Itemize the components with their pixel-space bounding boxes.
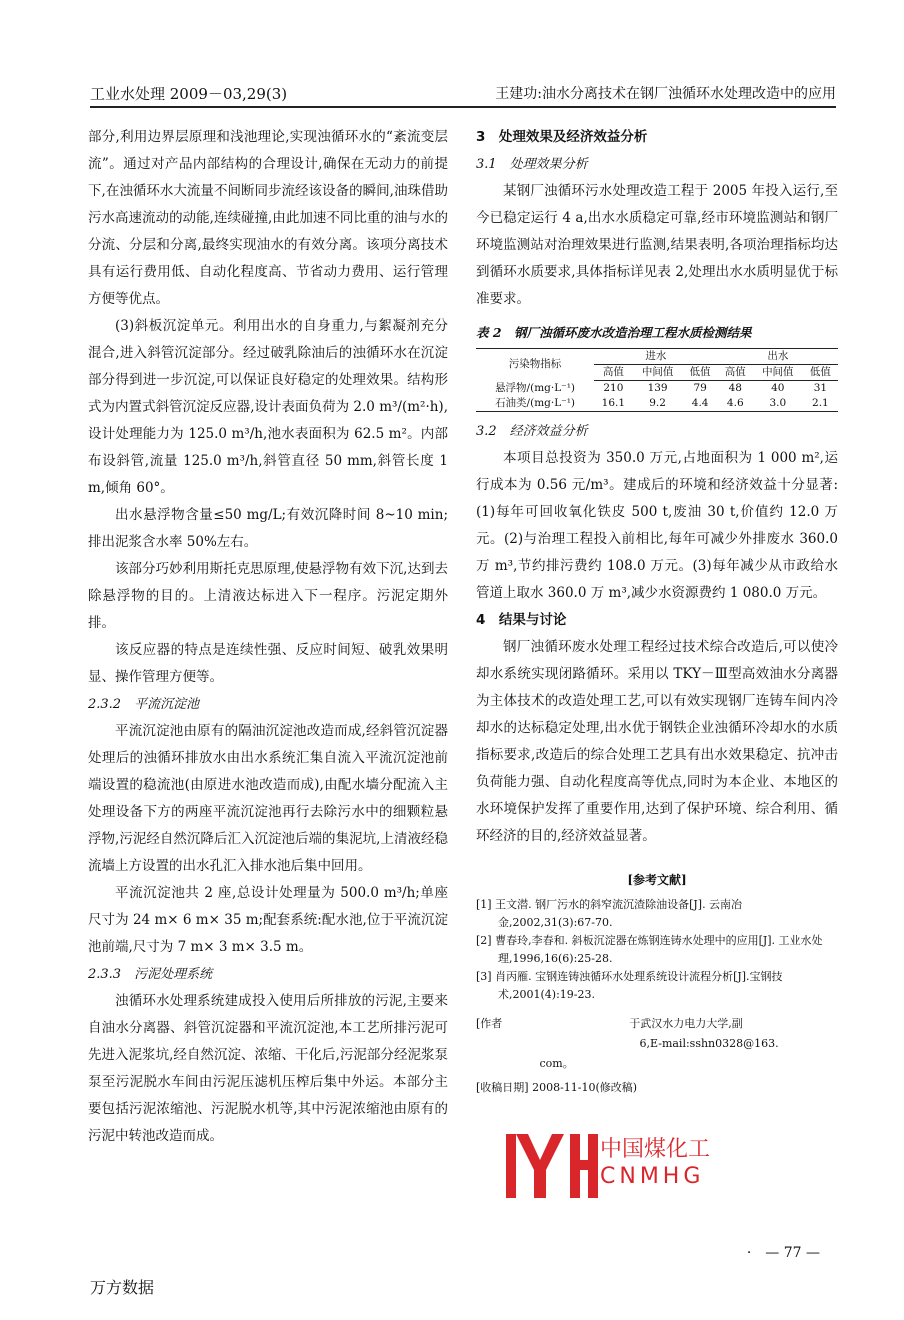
table-cell: 2.1 — [803, 396, 838, 412]
paragraph: 平流沉淀池共 2 座,总设计处理量为 500.0 m³/h;单座尺寸为 24 m× 6 m× 35 m;配套系统:配水池,位于平流沉淀池前端,尺寸为 7 m× 3 m× 3.5 m。 — [88, 885, 448, 955]
author-note-text: 于武汉水力电力大学,副 — [629, 1017, 743, 1030]
logo-english-text: CNMHG — [600, 1164, 705, 1189]
table-cell: 31 — [813, 382, 828, 394]
paragraph: 钢厂浊循环废水处理工程经过技术综合改造后,可以使冷却水系统实现闭路循环。采用以 TKY－Ⅲ型高效油水分离器为主体技术的改造处理工艺,可以有效实现钢厂连铸车间内冷却水的达标稳定处理,出水优于钢铁企业浊循环冷却水的水质指标要求,改造后的综合处理工艺具有出水效果稳定、抗冲击负荷能力强、自动化程度高等优点,同时为本企业、本地区的水环境保护发挥了重要作用,达到了保护环境、综合利用、循环经济的目的,经济效益显著。 — [476, 639, 838, 844]
author-note-text: com。 — [539, 1057, 574, 1070]
page-number: · — 77 — — [746, 1245, 820, 1261]
watermark-logo — [502, 1132, 742, 1198]
table-cell: 16.1 — [594, 396, 633, 412]
table-cell: 4.4 — [683, 396, 718, 412]
section-heading-3-2: 3.2 经济效益分析 — [476, 424, 588, 439]
running-header — [90, 82, 836, 108]
left-column — [88, 124, 448, 1150]
reference-item: [1] 王文潜. 钢厂污水的斜窄流沉渣除油设备[J]. 云南冶金,2002,31(3):67-70. — [476, 898, 743, 929]
table-cell: 石油类/(mg·L⁻¹) — [476, 396, 594, 412]
footer-source: 万方数据 — [90, 1278, 155, 1297]
table-cell: 9.2 — [633, 396, 683, 412]
reference-item: [2] 曹春玲,李春和. 斜板沉淀器在炼钢连铸水处理中的应用[J]. 工业水处理,1996,16(6):25-28. — [476, 934, 823, 965]
author-note-text: 6,E-mail:sshn0328@163. — [639, 1037, 779, 1050]
table-header-mid: 中间值 — [633, 365, 683, 381]
paragraph: 该部分巧妙利用斯托克思原理,使悬浮物有效下沉,达到去除悬浮物的目的。上清液达标进入下一程序。污泥定期外排。 — [88, 561, 448, 631]
paragraph: 本项目总投资为 350.0 万元,占地面积为 1 000 m²,运行成本为 0.56 元/m³。建成后的环境和经济效益十分显著:(1)每年可回收氧化铁皮 500 t,废油 30 t,价值约 12.0 万元。(2)与治理工程投入前相比,每年可减少外排废水 360.0 万 m³,节约排污费约 108.0 万元。(3)每年减少从市政给水管道上取水 360.0 万 m³,减少水资源费约 1 080.0 万元。 — [476, 450, 838, 601]
table-cell: 139 — [647, 382, 668, 394]
section-heading-2-3-2: 2.3.2 平流沉淀池 — [88, 697, 200, 712]
section-heading-4: 4 结果与讨论 — [476, 612, 567, 628]
table-cell: 210 — [603, 382, 624, 394]
water-quality-table — [476, 348, 838, 412]
table-header-high: 高值 — [718, 365, 753, 381]
table-cell: 40 — [771, 382, 785, 394]
table-cell: 79 — [693, 382, 707, 394]
table-header-low: 低值 — [803, 365, 838, 381]
table-row — [476, 381, 838, 397]
paragraph: (3)斜板沉淀单元。利用出水的自身重力,与絮凝剂充分混合,进入斜管沉淀部分。经过破乳除油后的浊循环水在沉淀部分得到进一步沉淀,可以保证良好稳定的处理效果。结构形式为内置式斜管沉淀反应器,设计表面负荷为 2.0 m³/(m²·h),设计处理能力为 125.0 m³/h,池水表面积为 62.5 m²。内部布设斜管,流量 125.0 m³/h,斜管直径 50 mm,斜管长度 1 m,倾角 60°。 — [88, 318, 448, 496]
paragraph: 某钢厂浊循环污水处理改造工程于 2005 年投入运行,至今已稳定运行 4 a,出水水质稳定可靠,经市环境监测站和钢厂环境监测站对治理效果进行监测,结果表明,各项治理指标均达到循环水质要求,具体指标详见表 2,处理出水水质明显优于标准要求。 — [476, 183, 838, 307]
references-title: [参考文献] — [627, 873, 687, 887]
right-column — [476, 124, 838, 1098]
reference-item: [3] 肖丙雁. 宝钢连铸浊循环水处理系统设计流程分析[J].宝钢技术,2001(4):19-23. — [476, 970, 783, 1001]
table-header-inflow: 进水 — [594, 349, 718, 365]
article-running-title: 王建功:油水分离技术在钢厂浊循环水处理改造中的应用 — [495, 86, 836, 102]
table-header-mid: 中间值 — [753, 365, 803, 381]
section-heading-3-1: 3.1 处理效果分析 — [476, 157, 588, 172]
table-row — [476, 396, 838, 412]
table-cell: 悬浮物/(mg·L⁻¹) — [495, 381, 576, 394]
paragraph: 浊循环水处理系统建成投入使用后所排放的污泥,主要来自油水分离器、斜管沉淀器和平流沉淀池,本工艺所排污泥可先进入泥浆坑,经自然沉淀、浓缩、干化后,污泥部分经泥浆泵泵至污泥脱水车间由污泥压滤机压榨后集中外运。本部分主要包括污泥浓缩池、污泥脱水机等,其中污泥浓缩池由原有的污泥中转池改造而成。 — [88, 993, 448, 1144]
table-cell: 4.6 — [718, 396, 753, 412]
paragraph: 部分,利用边界层原理和浅池理论,实现浊循环水的“紊流变层流”。通过对产品内部结构的合理设计,确保在无动力的前提下,在浊循环水大流量不间断同步流经该设备的瞬间,油珠借助污水高速流动的动能,连续碰撞,由此加速不同比重的油与水的分流、分层和分离,最终实现油水的有效分离。该项分离技术具有运行费用低、自动化程度高、节省动力费用、运行管理方便等优点。 — [88, 129, 448, 307]
table-cell: 48 — [728, 382, 742, 394]
table-header-low: 低值 — [683, 365, 718, 381]
table-cell: 3.0 — [753, 396, 803, 412]
logo-chinese-text: 中国煤化工 — [600, 1137, 711, 1162]
paragraph: 出水悬浮物含量≤50 mg/L;有效沉降时间 8~10 min;排出泥浆含水率 50%左右。 — [88, 507, 448, 550]
journal-citation: 工业水处理 2009－03,29(3) — [90, 85, 288, 103]
table-caption: 表 2 钢厂浊循环废水改造治理工程水质检测结果 — [476, 325, 752, 340]
author-note-label: [作者 — [476, 1017, 503, 1030]
author-note — [476, 1014, 838, 1074]
cnmhg-logo-icon — [502, 1132, 598, 1198]
table-header-high: 高值 — [594, 365, 633, 381]
paragraph: 该反应器的特点是连续性强、反应时间短、破乳效果明显、操作管理方便等。 — [88, 642, 448, 685]
table-header-outflow: 出水 — [718, 349, 838, 365]
section-heading-3: 3 处理效果及经济效益分析 — [476, 129, 648, 145]
paragraph: 平流沉淀池由原有的隔油沉淀池改造而成,经斜管沉淀器处理后的浊循环排放水由出水系统汇集自流入平流沉淀池前端设置的稳流池(由原进水池改造而成),由配水墙分配流入主处理设备下方的两座平流沉淀池再行去除污水中的细颗粒悬浮物,污泥经自然沉降后汇入沉淀池后端的集泥坑,上清液经稳流墙上方设置的出水孔汇入排水池后集中回用。 — [88, 723, 448, 874]
section-heading-2-3-3: 2.3.3 污泥处理系统 — [88, 967, 213, 982]
received-date: [收稿日期] 2008-11-10(修改稿) — [476, 1081, 638, 1094]
table-header-pollutant: 污染物指标 — [476, 349, 594, 381]
